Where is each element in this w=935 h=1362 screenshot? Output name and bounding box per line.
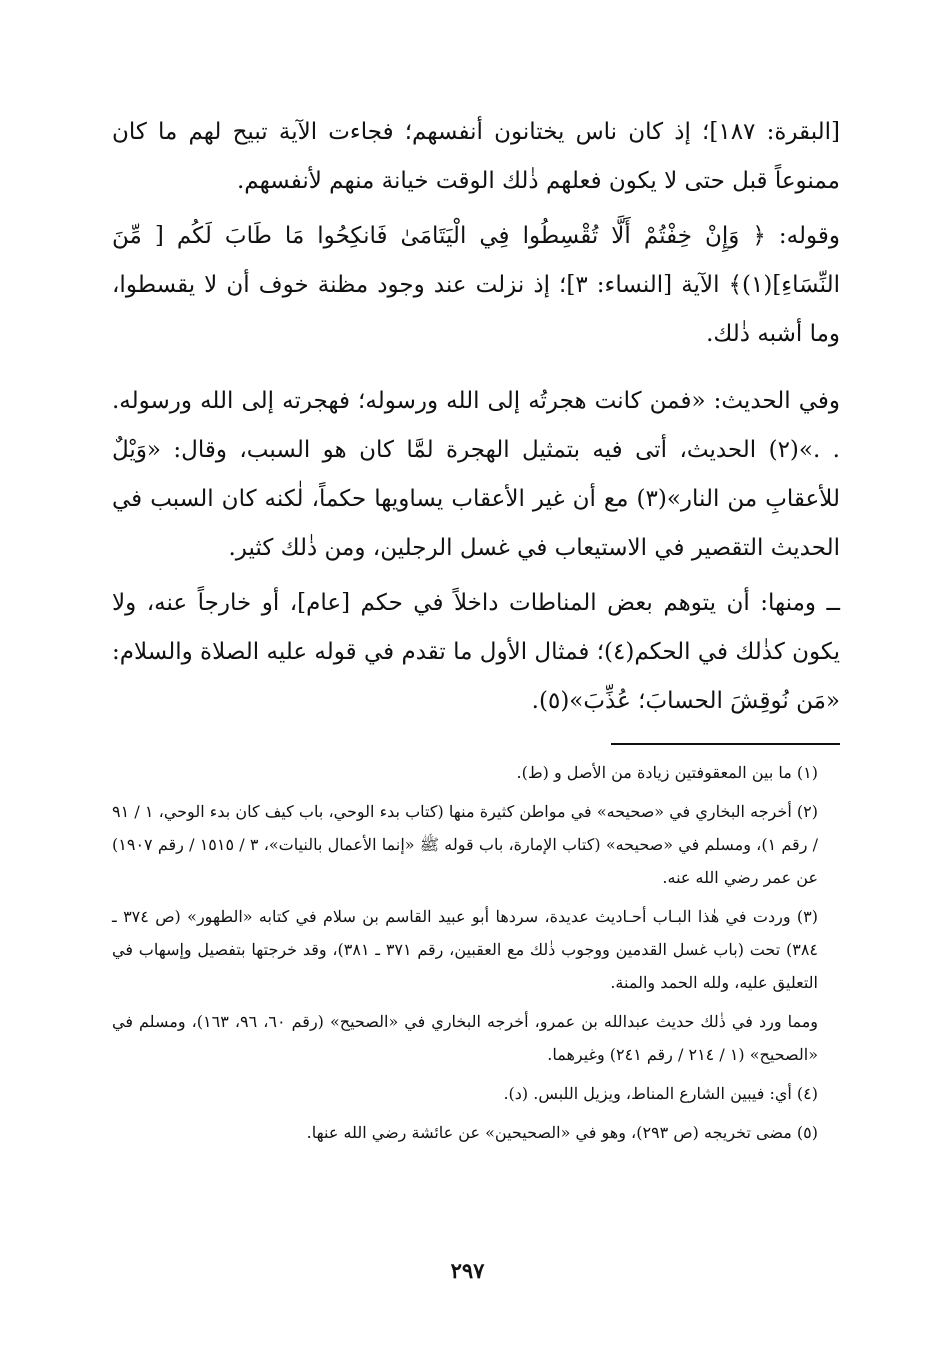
footnote-4: (٤) أي: فيبين الشارع المناط، ويزيل اللبس. (د). [503,1084,818,1103]
paragraph-3: وفي الحديث: «فمن كانت هجرتُه إلى الله ورسوله؛ فهجرته إلى الله ورسوله. . .»(٢) الحديث، أتى فيه بتمثيل الهجرة لمَّا كان هو السبب، وقال: «وَيْلٌ للأعقابِ من النار»(٣) مع أن غير الأعقاب يساويها حكماً، لٰكنه كان السبب في الحديث التقصير في الاستيعاب في غسل الرجلين، ومن ذٰلك كثير. [112,388,840,561]
page-number: ٢٩٧ [450,1258,485,1283]
paragraph-1: [البقرة: ١٨٧]؛ إذ كان ناس يختانون أنفسهم؛ فجاءت الآية تبيح لهم ما كان ممنوعاً قبل حتى لا يكون فعلهم ذٰلك الوقت خيانة منهم لأنفسهم. [112,119,841,194]
footnote-3-continued: ومما ورد في ذٰلك حديث عبدالله بن عمرو، أخرجه البخاري في «الصحيح» (رقم ٦٠، ٩٦، ١٦٣)، ومسلم في «الصحيح» (١ / ٢١٤ / رقم ٢٤١) وغيرهما. [112,1012,819,1064]
paragraph-4: ــ ومنها: أن يتوهم بعض المناطات داخلاً في حكم [عام]، أو خارجاً عنه، ولا يكون كذٰلك في الحكم(٤)؛ فمثال الأول ما تقدم في قوله عليه الصلاة والسلام: «مَن نُوقِشَ الحسابَ؛ عُذِّبَ»(٥). [112,590,840,714]
footnote-separator [611,743,840,745]
paragraph-2: وقوله: ﴿ وَإِنْ خِفْتُمْ أَلَّا تُقْسِطُوا فِي الْيَتَامَىٰ فَانكِحُوا مَا طَابَ لَكُم [ مِّنَ النِّسَاءِ](١)﴾ الآية [النساء: ٣]؛ إذ نزلت عند وجود مظنة خوف أن لا يقسطوا، وما أشبه ذٰلك. [112,223,840,347]
footnote-5: (٥) مضى تخريجه (ص ٢٩٣)، وهو في «الصحيحين» عن عائشة رضي الله عنها. [306,1123,818,1142]
footnote-3: (٣) وردت في هٰذا البـاب أحـاديث عديدة، سردها أبو عبيد القاسم بن سلام في كتابه «الطهور» (ص ٣٧٤ ـ ٣٨٤) تحت (باب غسل القدمين ووجوب ذٰلك مع العقبين، رقم ٣٧١ ـ ٣٨١)، وقد خرجتها بتفصيل وإسهاب في التعليق عليه، ولله الحمد والمنة. [112,907,818,992]
footnote-2: (٢) أخرجه البخاري في «صحيحه» في مواطن كثيرة منها (كتاب بدء الوحي، باب كيف كان بدء الوحي، ١ / ٩١ / رقم ١)، ومسلم في «صحيحه» (كتاب الإمارة، باب قوله ﷺ «إنما الأعمال بالنيات»، ٣ / ١٥١٥ / رقم ١٩٠٧) عن عمر رضي الله عنه. [112,802,819,887]
footnote-1: (١) ما بين المعقوفتين زيادة من الأصل و (ط). [516,763,818,782]
main-text [112,108,840,726]
footnotes [112,756,840,1155]
